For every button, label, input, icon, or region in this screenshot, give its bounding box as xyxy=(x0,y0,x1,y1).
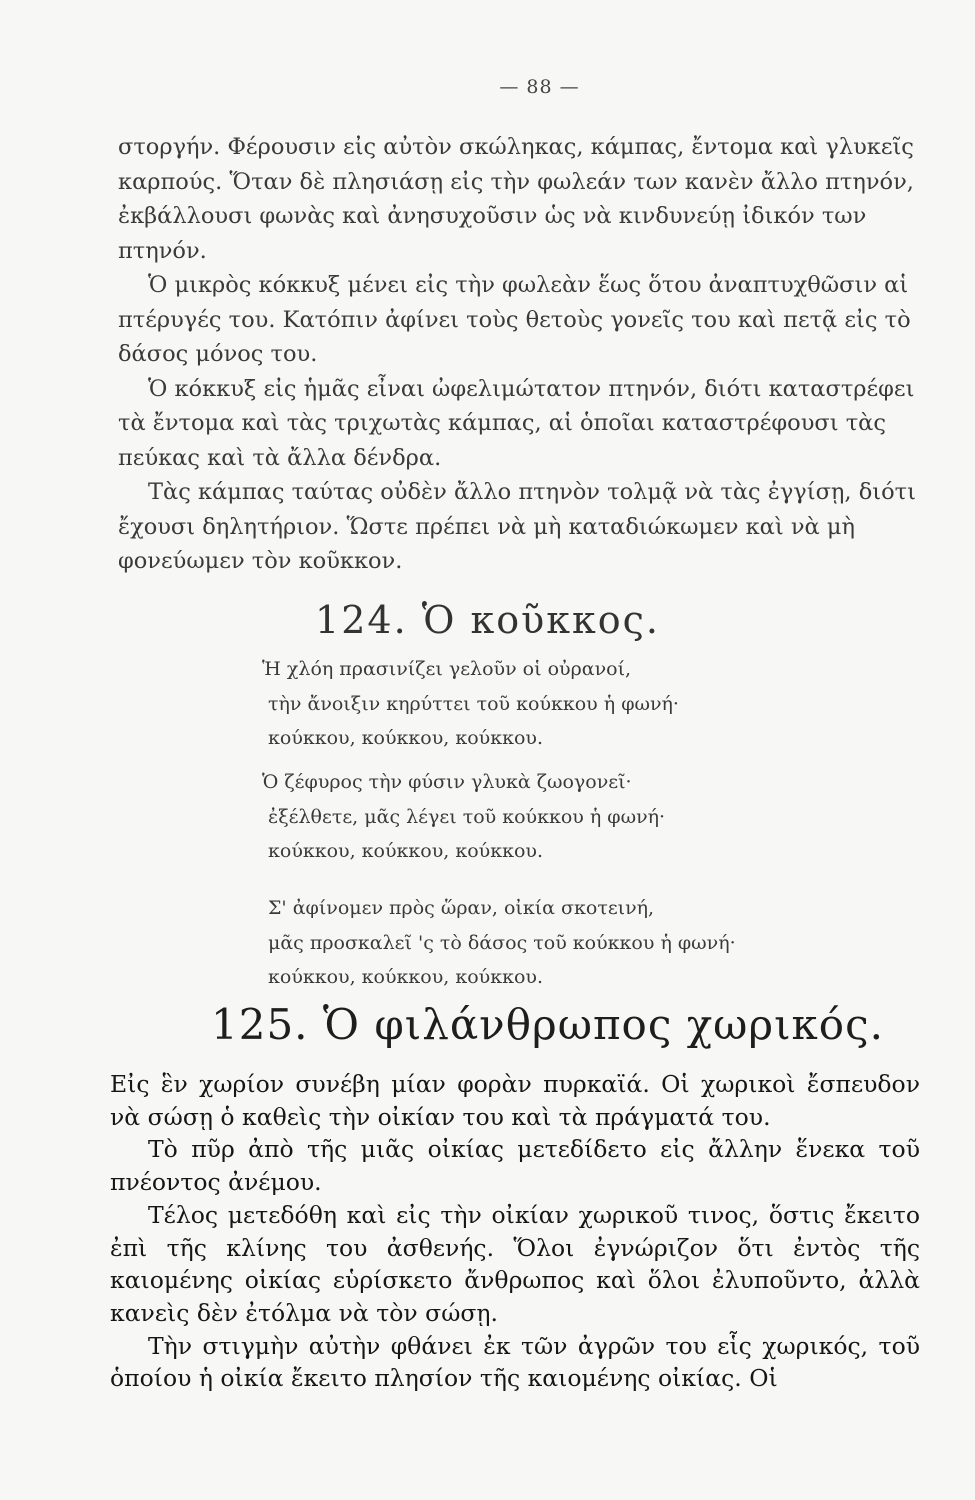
poem-line: Σ' ἀφίνομεν πρὸς ὥραν, οἰκία σκοτεινή, xyxy=(268,897,655,919)
text-section-villager xyxy=(110,1068,920,1395)
paragraph: Εἰς ἓν χωρίον συνέβη μίαν φορὰν πυρκαϊά. Οἱ χωρικοὶ ἔσπευδον νὰ σώσῃ ὁ καθεὶς τὴν οἰκίαν του καὶ τὰ πράγματά του. xyxy=(110,1070,920,1131)
paragraph: Τὴν στιγμὴν αὐτὴν φθάνει ἐκ τῶν ἀγρῶν του εἷς χωρικός, τοῦ ὁποίου ἡ οἰκία ἔκειτο πλησίον τῆς καιομένης οἰκίας. Οἱ xyxy=(110,1331,920,1393)
poem-line: τὴν ἄνοιξιν κηρύττει τοῦ κούκκου ἡ φωνή· xyxy=(268,692,679,715)
section-heading-124: 124. Ὁ κοῦκκος. xyxy=(315,598,660,642)
poem-stanza-3 xyxy=(268,891,918,995)
text-section-cuckoo xyxy=(118,130,933,579)
poem-line: ἐξέλθετε, μᾶς λέγει τοῦ κούκκου ἡ φωνή· xyxy=(268,805,666,828)
poem-line: κούκκου, κούκκου, κούκκου. xyxy=(268,727,544,749)
page-number: — 88 — xyxy=(499,76,580,98)
poem-stanza-2 xyxy=(262,765,918,869)
poem-line: μᾶς προσκαλεῖ 'ς τὸ δάσος τοῦ κούκκου ἡ φωνή· xyxy=(268,931,736,954)
section-heading-125: 125. Ὁ φιλάνθρωπος χωρικός. xyxy=(211,1000,884,1049)
paragraph: στοργήν. Φέρουσιν εἰς αὐτὸν σκώληκας, κάμπας, ἔντομα καὶ γλυκεῖς καρπούς. Ὅταν δὲ πλησιάσῃ εἰς τὴν φωλεάν των κανὲν ἄλλο πτηνόν, ἐκβάλλουσι φωνὰς καὶ ἀνησυχοῦσιν ὡς νὰ κινδυνεύῃ ἰδικόν των πτηνόν. xyxy=(118,134,914,264)
poem-stanza-1 xyxy=(262,652,918,756)
poem-line: κούκκου, κούκκου, κούκκου. xyxy=(268,966,544,988)
poem-line: Ὁ ζέφυρος τὴν φύσιν γλυκὰ ζωογονεῖ· xyxy=(262,771,632,793)
paragraph: Ὁ κόκκυξ εἰς ἡμᾶς εἶναι ὠφελιμώτατον πτηνόν, διότι καταστρέφει τὰ ἔντομα καὶ τὰς τριχωτὰς κάμπας, αἱ ὁποῖαι καταστρέφουσι τὰς πεύκας καὶ τὰ ἄλλα δένδρα. xyxy=(118,375,915,471)
paragraph: Τὸ πῦρ ἀπὸ τῆς μιᾶς οἰκίας μετεδίδετο εἰς ἄλλην ἕνεκα τοῦ πνέοντος ἀνέμου. xyxy=(110,1135,920,1197)
poem-line: κούκκου, κούκκου, κούκκου. xyxy=(268,840,544,862)
paragraph: Τέλος μετεδόθη καὶ εἰς τὴν οἰκίαν χωρικοῦ τινος, ὅστις ἔκειτο ἐπὶ τῆς κλίνης του ἀσθενής. Ὅλοι ἐγνώριζον ὅτι ἐντὸς τῆς καιομένης οἰκίας εὑρίσκετο ἄνθρωπος καὶ ὅλοι ἐλυποῦντο, ἀλλὰ κανεὶς δὲν ἐτόλμα νὰ τὸν σώσῃ. xyxy=(110,1200,920,1327)
poem-line: Ἡ χλόη πρασινίζει γελοῦν οἱ οὐρανοί, xyxy=(262,658,632,680)
paragraph: Ὁ μικρὸς κόκκυξ μένει εἰς τὴν φωλεὰν ἕως ὅτου ἀναπτυχθῶσιν αἱ πτέρυγές του. Κατόπιν ἀφίνει τοὺς θετοὺς γονεῖς του καὶ πετᾷ εἰς τὸ δάσος μόνος του. xyxy=(118,272,911,367)
paragraph: Τὰς κάμπας ταύτας οὐδὲν ἄλλο πτηνὸν τολμᾷ νὰ τὰς ἐγγίσῃ, διότι ἔχουσι δηλητήριον. Ὥστε πρέπει νὰ μὴ καταδιώκωμεν καὶ νὰ μὴ φονεύωμεν τὸν κοῦκκον. xyxy=(118,479,916,574)
